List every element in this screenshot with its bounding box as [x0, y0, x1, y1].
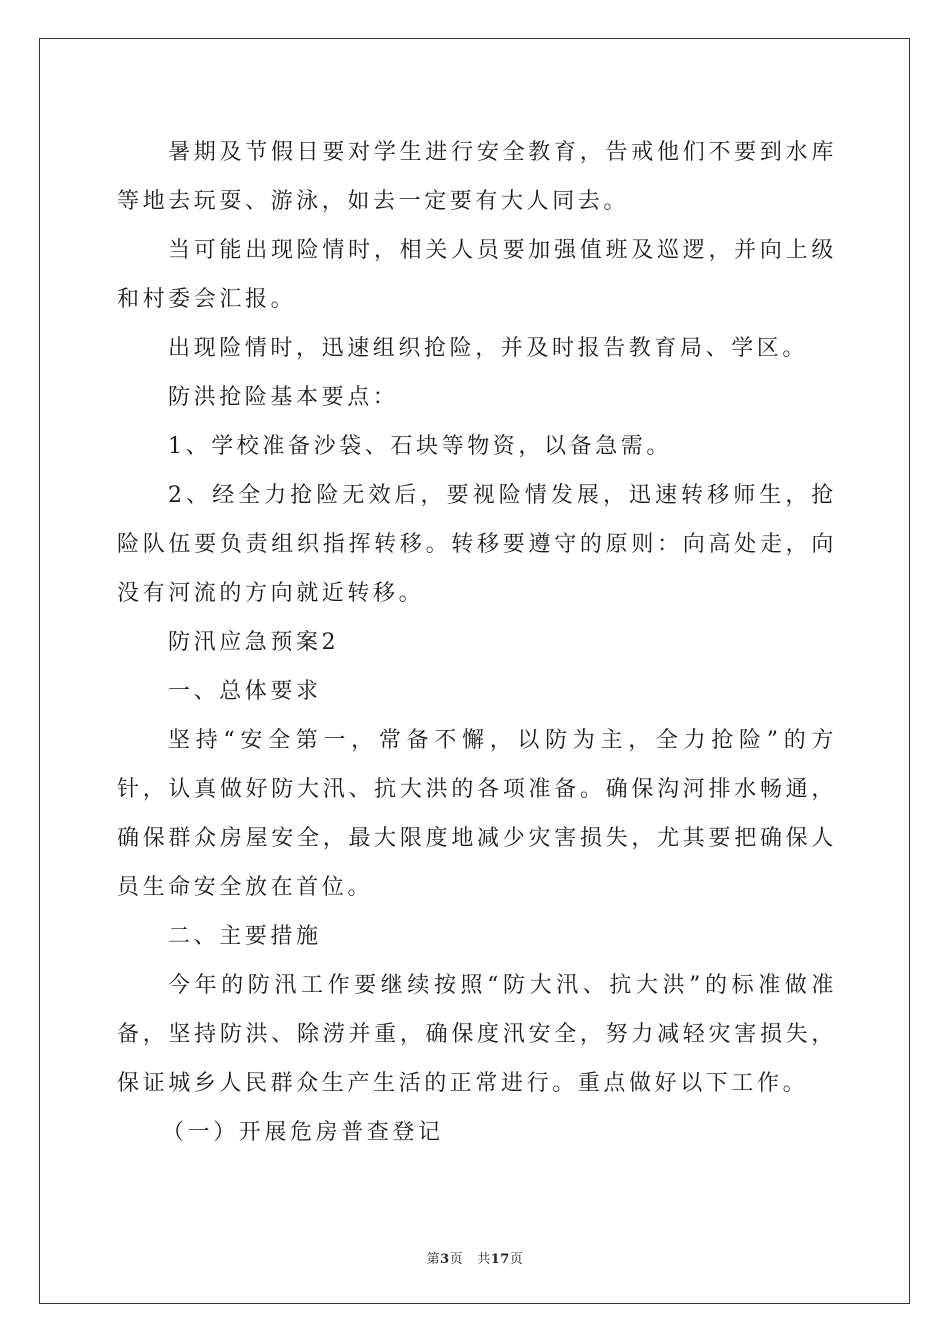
- paragraph-point-2: 2、经全力抢险无效后，要视险情发展，迅速转移师生，抢险队伍要负责组织指挥转移。转移要遵守的原则：向高处走，向没有河流的方向就近转移。: [117, 483, 837, 606]
- paragraph-safety-education: 暑期及节假日要对学生进行安全教育，告戒他们不要到水库等地去玩耍、游泳，如去一定要有大人同去。: [117, 140, 837, 214]
- paragraph-main-measures: 今年的防汛工作要继续按照“防大汛、抗大洪”的标准做准备，坚持防洪、除涝并重，确保度汛安全，努力减轻灾害损失，保证城乡人民群众生产生活的正常进行。重点做好以下工作。: [117, 973, 837, 1096]
- paragraph-point-1: 1、学校准备沙袋、石块等物资，以备急需。: [168, 434, 672, 459]
- paragraph-key-points-heading: 防洪抢险基本要点：: [168, 385, 399, 410]
- page-footer: [0, 1248, 950, 1267]
- paragraph-rescue: 出现险情时，迅速组织抢险，并及时报告教育局、学区。: [168, 336, 809, 361]
- document-body: [117, 128, 837, 1157]
- heading-main-measures: 二、主要措施: [168, 924, 322, 949]
- footer-total-number: 17: [490, 1252, 510, 1267]
- footer-page-suffix: 页: [449, 1252, 464, 1267]
- footer-total-prefix: 共: [477, 1252, 491, 1267]
- heading-dangerous-house-survey: （一）开展危房普查登记: [162, 1120, 444, 1145]
- paragraph-general-requirements: 坚持“安全第一，常备不懈，以防为主，全力抢险”的方针，认真做好防大汛、抗大洪的各项准备。确保沟河排水畅通，确保群众房屋安全，最大限度地减少灾害损失，尤其要把确保人员生命安全放在首位。: [117, 728, 837, 900]
- footer-total-suffix: 页: [509, 1252, 524, 1267]
- footer-page-number: 3: [440, 1252, 450, 1267]
- heading-general-requirements: 一、总体要求: [168, 679, 322, 704]
- section-title-plan-2: 防汛应急预案2: [168, 630, 340, 655]
- footer-page-prefix: 第: [426, 1252, 441, 1267]
- paragraph-danger-report: 当可能出现险情时，相关人员要加强值班及巡逻，并向上级和村委会汇报。: [117, 238, 837, 312]
